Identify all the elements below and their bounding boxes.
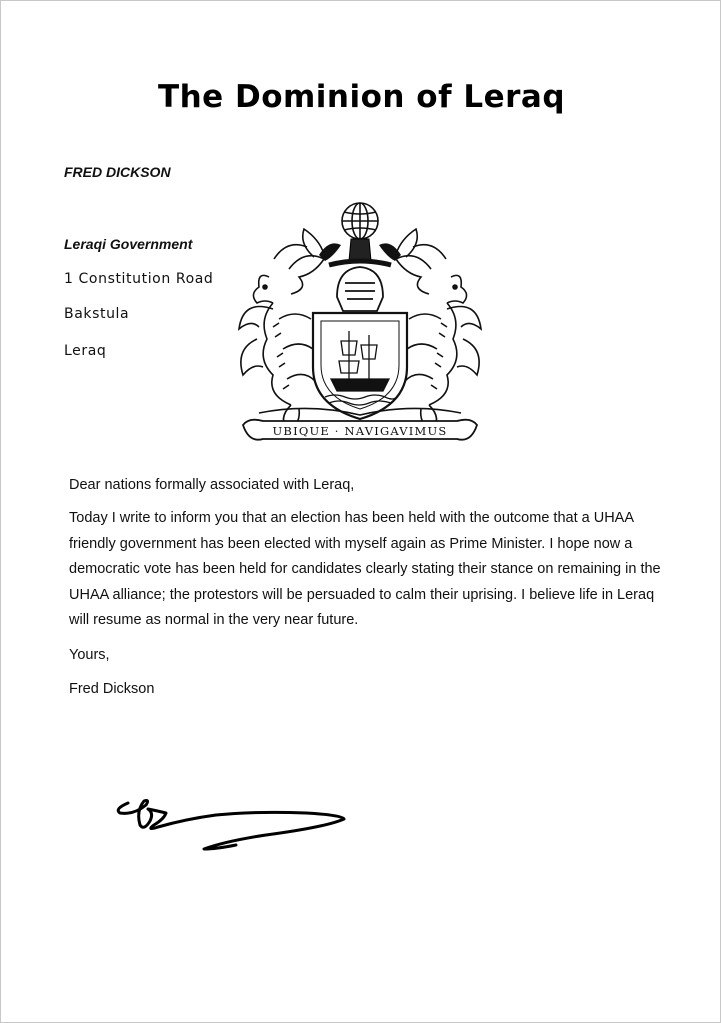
closing-phrase: Yours, [69,647,110,663]
address-line-country: Leraq [64,343,107,359]
address-line-city: Bakstula [64,306,130,322]
left-supporter-sealion [239,275,315,431]
coat-of-arms-emblem [229,199,491,449]
globe-icon [342,203,378,239]
motto-text: UBIQUE · NAVIGAVIMUS [272,424,448,438]
motto-scroll [243,420,477,440]
helmet-icon [337,267,383,311]
signatory-name: Fred Dickson [69,681,155,697]
address-line-street: 1 Constitution Road [64,271,214,287]
salutation: Dear nations formally associated with Leraq, [69,477,355,493]
organization-name: Leraqi Government [64,236,193,252]
handwritten-signature [106,791,356,861]
sender-name: FRED DICKSON [64,164,171,180]
letterhead-title: The Dominion of Leraq [157,79,566,115]
shield-icon [313,313,407,419]
right-supporter-sealion [405,275,481,431]
letter-body-paragraph: Today I write to inform you that an election has been held with the outcome that a UHAA friendly government has been elected with myself again as Prime Minister. I hope now a democratic vote has been held for candidates clearly stating their stance on remaining in the UHAA alliance; the protestors will be persuaded to calm their uprising. I believe life in Leraq will resume as normal in the very near future. [69,510,661,628]
